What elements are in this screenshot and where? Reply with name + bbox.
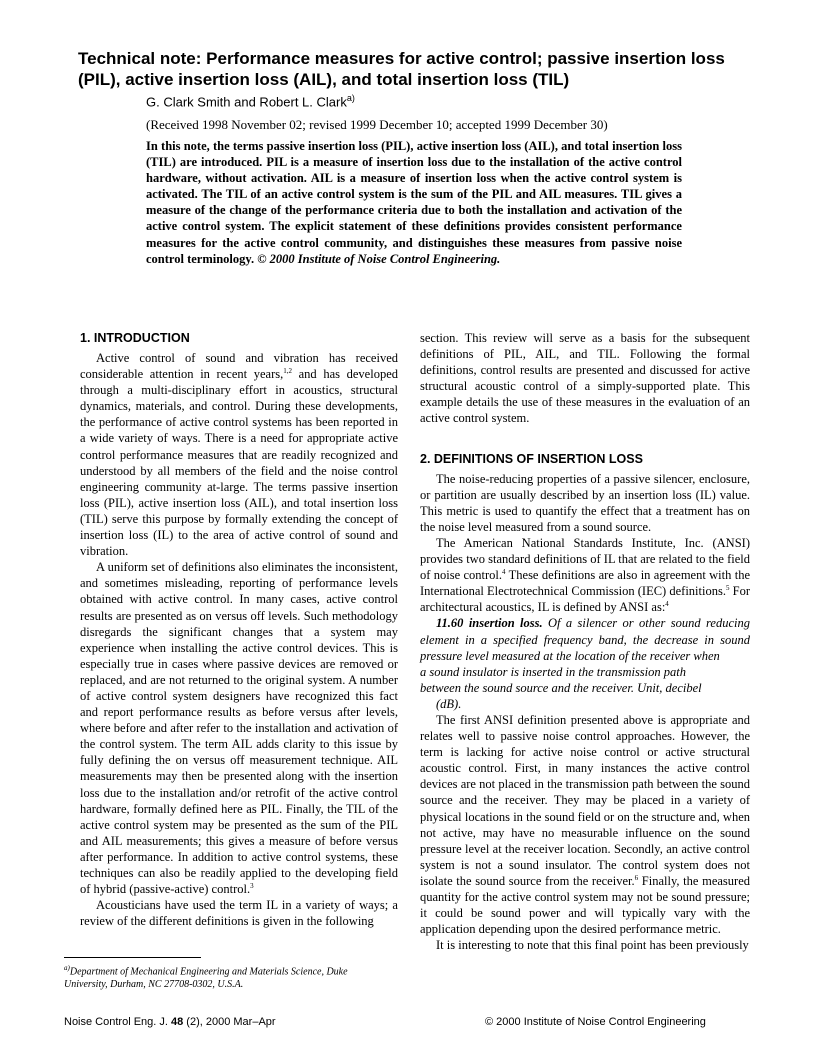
author-line bbox=[146, 93, 355, 109]
paper-title: Technical note: Performance measures for active control; passive insertion loss (PIL), active insertion loss (AIL), and total insertion loss (TIL) bbox=[78, 49, 725, 89]
author-affiliation-footnote bbox=[64, 962, 384, 991]
intro-paragraph-3-cont: section. This review will serve as a basis for the subsequent definitions of PIL, AIL, and TIL. Following the formal definitions, control results are presented and discussed for active structural acoustic control of a simply-supported plate. This example details the use of these measures in the evaluation of an active control system. bbox=[420, 331, 750, 426]
citation-ref: 3 bbox=[250, 881, 254, 890]
intro-paragraph-2 bbox=[80, 559, 398, 897]
abstract-text: In this note, the terms passive insertion loss (PIL), active insertion loss (AIL), and total insertion loss (TIL) are introduced. PIL is a measure of insertion loss due to the installation of the active control hardware, without activation. AIL is a measure of insertion loss when the active control system is activated. The TIL of an active control system is the sum of the PIL and AIL measures. TIL gives a measure of the change of the performance criteria due to both the installation and activation of the active control system. The explicit statement of these definitions provides consistent performance measures for the active control community, and distinguishes these measures from passive noise control terminology. bbox=[146, 139, 682, 266]
defs-p3-text-b: Finally, the measured quantity for the active control system may not be sound pressure; it could be sound power and will typically vary with the application depending upon the desired performance metric. bbox=[420, 873, 750, 937]
section-heading-introduction: 1. INTRODUCTION bbox=[80, 331, 190, 345]
intro-p1-text-cont: and has developed through a multi-disciplinary effort in acoustics, structural dynamics, materials, and control. During these developments, the performance of active control systems has been reported in a wide variety of ways. There is a need for appropriate active control performance measures that are readily recognized and understood by all members of the field and the noise control engineering community at-large. The terms passive insertion loss (PIL), active insertion loss (AIL), and total insertion loss (TIL) serve this purpose by formally extending the concept of insertion loss (IL) to the area of active control of sound and vibration. bbox=[80, 367, 398, 559]
defs-p2-text-b: These definitions are also in agreement with the International Electrotechnical Commission (IEC) definitions. bbox=[420, 568, 750, 599]
footer-copyright: © 2000 Institute of Noise Control Engineering bbox=[485, 1016, 706, 1028]
intro-p2-text: A uniform set of definitions also eliminates the inconsistent, and sometimes misleading, reporting of performance levels obtained with active control. In many cases, active control results are presented as on versus off levels. Such methodology disregards the significant changes that a system may experience when installing the active control devices. This is especially true in cases where passive devices are removed or replaced, and are not returned to the original system. A number of active control system designers have recognized this fact and report performance results as before versus after levels, where before and after refer to the installation and activation of the control system. The term AIL adds clarity to this issue by fully defining the on versus off measurement technique. AIL measurements may then be presented along with the insertion loss due to the installation and/or retrofit of the active control hardware, formally defined here as PIL. Finally, the TIL of the active control system may be presented as the sum of the PIL and AIL measurements; this gives a measure of before versus after performance. In addition to active control systems, these techniques can also be readily applied to the developing field of hybrid (passive-active) control. bbox=[80, 560, 398, 897]
footnote-marker: a) bbox=[64, 964, 70, 972]
citation-ref: 4 bbox=[665, 600, 669, 609]
footer-journal-citation bbox=[64, 1016, 276, 1028]
footnote-text: Department of Mechanical Engineering and Materials Science, Duke University, Durham, NC 27708-0302, U.S.A. bbox=[64, 966, 348, 990]
footer-journal-name: Noise Control Eng. J. bbox=[64, 1016, 171, 1028]
abstract bbox=[146, 138, 682, 267]
defs-paragraph-4: It is interesting to note that this final point has been previously bbox=[436, 938, 749, 953]
left-column bbox=[80, 330, 398, 929]
defs-paragraph-1: The noise-reducing properties of a passive silencer, enclosure, or partition are usually described by an insertion loss (IL) value. This metric is used to quantify the effect that a treatment has on the noise level measured from a sound source. bbox=[420, 471, 750, 534]
definition-text-1-body: Of a silencer or other sound reducing element in a specified frequency band, the decrease in sound pressure level measured at the location of the receiver when bbox=[420, 616, 750, 663]
citation-ref: 5 bbox=[725, 584, 730, 593]
ansi-definition bbox=[420, 615, 750, 712]
citation-ref: 4 bbox=[502, 567, 506, 576]
defs-p3-text: The first ANSI definition presented above is appropriate and relates well to passive noise control approaches. However, the term is lacking for active noise control or active structural acoustic control. First, in many instances the active control devices are not placed in the transmission path between the sound source and the receiver. They may be placed in a variety of physical locations in the sound field or on the structure and, when not active, may have no measurable influence on the sound pressure level at the receiver location. Secondly, an active control system is not a sound insulator. The control system does not isolate the sound source from the receiver. bbox=[420, 712, 750, 888]
author-note-marker: a) bbox=[346, 93, 355, 103]
definition-text-4: (dB). bbox=[436, 696, 462, 711]
abstract-copyright: © 2000 Institute of Noise Control Engineering. bbox=[257, 251, 501, 266]
definition-text-2: a sound insulator is inserted in the transmission path bbox=[420, 664, 686, 679]
defs-paragraph-2 bbox=[420, 535, 750, 615]
intro-p1-text: Active control of sound and vibration has received considerable attention in recent years, bbox=[80, 351, 398, 382]
intro-paragraph-1 bbox=[80, 350, 398, 559]
defs-p2-text-c: For architectural acoustics, IL is defined by ANSI as: bbox=[420, 584, 750, 615]
right-column bbox=[420, 330, 750, 953]
author-names: G. Clark Smith and Robert L. Clark bbox=[146, 94, 347, 110]
defs-p2-text: The American National Standards Institute, Inc. (ANSI) provides two standard definitions of IL that are related to the field of noise control. bbox=[420, 535, 750, 583]
received-dates: (Received 1998 November 02; revised 1999 December 10; accepted 1999 December 30) bbox=[146, 117, 608, 132]
definition-text-3: between the sound source and the receiver. Unit, decibel bbox=[420, 680, 702, 695]
intro-paragraph-3: Acousticians have used the term IL in a variety of ways; a review of the different definitions is given in the following bbox=[80, 898, 398, 929]
citation-ref: 6 bbox=[634, 873, 639, 882]
footer-issue-date: (2), 2000 Mar–Apr bbox=[183, 1016, 276, 1028]
footnote-rule bbox=[64, 957, 201, 958]
citation-ref: 1,2 bbox=[283, 366, 292, 375]
footer-volume: 48 bbox=[171, 1016, 184, 1028]
defs-paragraph-3 bbox=[420, 712, 750, 937]
definition-text-1 bbox=[420, 615, 750, 663]
section-heading-definitions: 2. DEFINITIONS OF INSERTION LOSS bbox=[420, 451, 643, 466]
definition-term: 11.60 insertion loss. bbox=[436, 616, 543, 631]
